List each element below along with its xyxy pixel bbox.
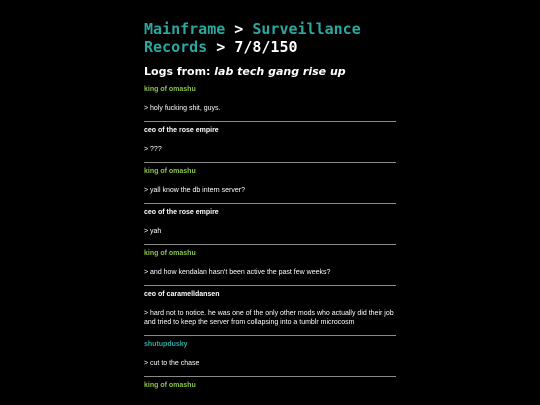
page-title xyxy=(144,20,396,56)
log-entry xyxy=(144,336,396,377)
breadcrumb-surveillance-records[interactable]: Surveillance Records xyxy=(144,20,361,56)
breadcrumb-separator: > xyxy=(225,20,253,38)
log-entry xyxy=(144,245,396,286)
log-message: > yall know the db intern server? xyxy=(144,187,245,194)
log-message: > and how kendalan hasn't been active the past few weeks? xyxy=(144,269,331,276)
log-message: > ??? xyxy=(144,146,162,153)
log-entry xyxy=(144,377,396,404)
breadcrumb-current: 7/8/150 xyxy=(234,38,298,56)
log-entry xyxy=(144,286,396,336)
log-entry xyxy=(144,204,396,245)
log-entry xyxy=(144,85,396,122)
breadcrumb-mainframe[interactable]: Mainframe xyxy=(144,20,226,38)
logs-name: lab tech gang rise up xyxy=(214,65,346,78)
log-author: king of omashu xyxy=(144,168,196,175)
logs-prefix: Logs from: xyxy=(144,65,215,78)
log-author: ceo of caramelldansen xyxy=(144,291,220,298)
log-author: ceo of the rose empire xyxy=(144,127,219,134)
log-entries xyxy=(144,85,396,404)
log-author: king of omashu xyxy=(144,86,196,93)
log-message: > cut to the chase xyxy=(144,360,200,367)
log-author: ceo of the rose empire xyxy=(144,209,219,216)
breadcrumb-separator: > xyxy=(207,38,235,56)
log-page xyxy=(144,20,396,404)
log-message: > yah xyxy=(144,228,162,235)
log-entry xyxy=(144,122,396,163)
log-entry xyxy=(144,163,396,204)
log-message: > holy fucking shit, guys. xyxy=(144,105,221,112)
log-author: shutupdusky xyxy=(144,341,188,348)
log-author: king of omashu xyxy=(144,250,196,257)
log-author: king of omashu xyxy=(144,382,196,389)
logs-heading xyxy=(144,65,396,78)
log-message: > hard not to notice. he was one of the only other mods who actually did their job and tried to keep the server from collapsing into a tumblr microcosm xyxy=(144,310,394,326)
